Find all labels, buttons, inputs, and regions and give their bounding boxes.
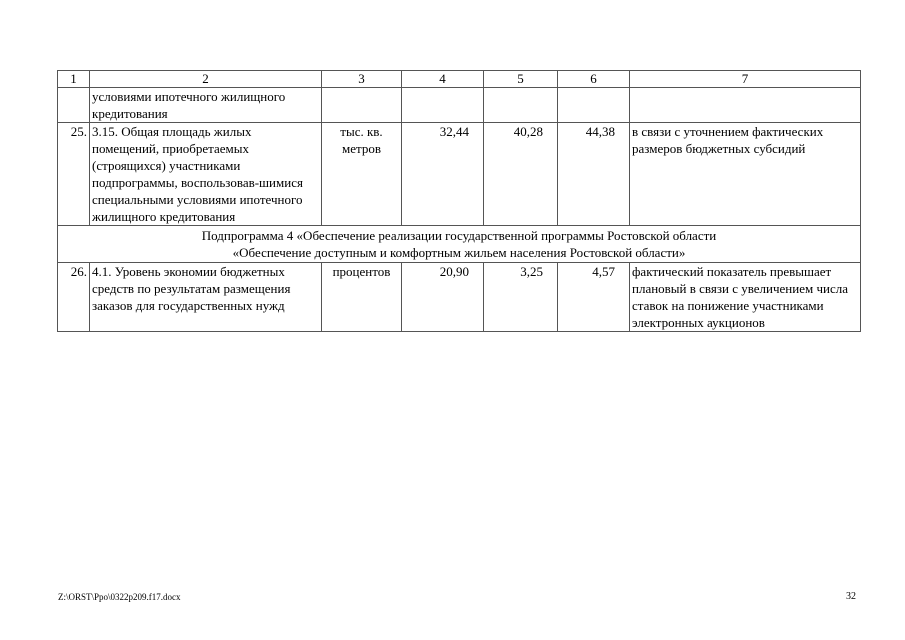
value-cell-4: 20,90 <box>402 263 484 332</box>
table-header-row <box>58 71 861 88</box>
report-table-container <box>57 70 860 332</box>
unit-cell: процентов <box>322 263 402 332</box>
note-cell: в связи с уточнением фактических размеров бюджетных субсидий <box>630 123 861 226</box>
value-cell-6: 4,57 <box>558 263 630 332</box>
header-cell-2: 2 <box>90 71 322 88</box>
unit-cell: тыс. кв. метров <box>322 123 402 226</box>
table-row-continuation <box>58 88 861 123</box>
indicator-name-cell: 3.15. Общая площадь жилых помещений, приобретаемых (строящихся) участниками подпрограммы, воспользовав-шимися специальными условиями ипотечного жилищного кредитования <box>90 123 322 226</box>
note-cell: фактический показатель превышает плановый в связи с увеличением числа ставок на понижение участниками электронных аукционов <box>630 263 861 332</box>
row-number-cell: 25. <box>58 123 90 226</box>
row-number-cell <box>58 88 90 123</box>
header-cell-6: 6 <box>558 71 630 88</box>
value-cell-6: 44,38 <box>558 123 630 226</box>
subprogram-heading-line-1: Подпрограмма 4 «Обеспечение реализации государственной программы Ростовской области <box>201 228 717 243</box>
table-section-row <box>58 226 861 263</box>
header-cell-4: 4 <box>402 71 484 88</box>
header-cell-5: 5 <box>484 71 558 88</box>
value-cell-6 <box>558 88 630 123</box>
indicators-table <box>57 70 861 332</box>
indicator-name-cell: 4.1. Уровень экономии бюджетных средств по результатам размещения заказов для государственных нужд <box>90 263 322 332</box>
row-number-cell: 26. <box>58 263 90 332</box>
value-cell-4 <box>402 88 484 123</box>
header-cell-7: 7 <box>630 71 861 88</box>
header-cell-3: 3 <box>322 71 402 88</box>
header-cell-1: 1 <box>58 71 90 88</box>
value-cell-5: 3,25 <box>484 263 558 332</box>
value-cell-5 <box>484 88 558 123</box>
value-cell-4: 32,44 <box>402 123 484 226</box>
note-cell <box>630 88 861 123</box>
document-file-path: Z:\ORST\Ppo\0322p209.f17.docx <box>58 592 181 602</box>
unit-cell <box>322 88 402 123</box>
subprogram-heading-line-2: «Обеспечение доступным и комфортным жильем населения Ростовской области» <box>232 245 686 260</box>
indicator-name-cell: условиями ипотечного жилищного кредитования <box>90 88 322 123</box>
page-number: 32 <box>846 591 856 602</box>
subprogram-heading <box>58 226 861 263</box>
table-row-26 <box>58 263 861 332</box>
table-row-25 <box>58 123 861 226</box>
value-cell-5: 40,28 <box>484 123 558 226</box>
